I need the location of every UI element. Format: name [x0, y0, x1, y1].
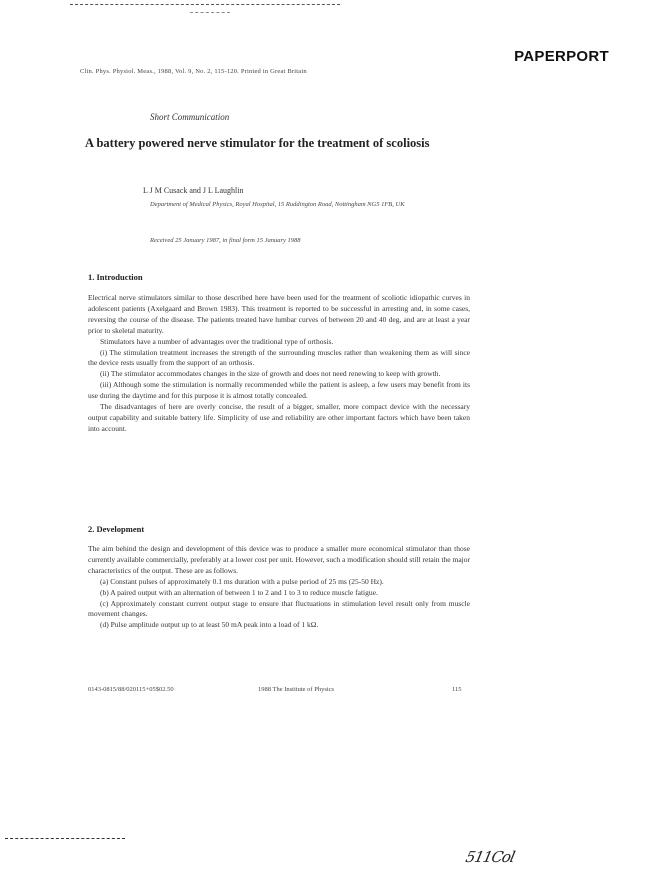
paragraph: Electrical nerve stimulators similar to those described here have been used for the treatment of scoliotic idiopathic curves in adolescent patients (Axelgaard and Brown 1983). This treatment is reported to be successful in arresting and, in some cases, reversing the course of the disease. The patients treated have lumbar curves of between 20 and 40 deg, and are at least a year prior to skeletal maturity.: [88, 293, 470, 335]
scan-artifact-line: [5, 838, 125, 840]
page-number: 115: [452, 686, 462, 693]
paragraph: The disadvantages of here are overly concise, the result of a bigger, smaller, more compact device with the necessary output capability and suitable battery life. Simplicity of use and reliability are other important factors which have been taken into account.: [88, 402, 470, 433]
footer-copyright: 1988 The Institute of Physics: [258, 686, 335, 693]
footer-issn: 0143-0815/88/020115+05$02.50: [88, 686, 174, 693]
section-heading-development: 2. Development: [88, 524, 145, 534]
section-heading-introduction: 1. Introduction: [88, 272, 143, 282]
section-body-introduction: [88, 293, 470, 435]
affiliation: Department of Medical Physics, Royal Hospital, 15 Ruddington Road, Nottingham NG5 1FB, UK: [150, 201, 405, 208]
paragraph: (c) Approximately constant current output stage to ensure that fluctuations in stimulation level result only from muscle movement changes.: [88, 598, 470, 619]
article-title: A battery powered nerve stimulator for the treatment of scoliosis: [85, 136, 430, 150]
received-date: Received 25 January 1987, in final form 15 January 1988: [150, 237, 301, 244]
paperport-stamp: PAPERPORT: [514, 48, 609, 65]
scan-artifact-line: [70, 4, 340, 6]
section-body-development: [88, 544, 470, 631]
article-type: Short Communication: [150, 112, 230, 122]
paragraph: Stimulators have a number of advantages over the traditional type of orthosis.: [100, 336, 334, 346]
paragraph: (iii) Although some the stimulation is normally recommended while the patient is asleep, a few users may benefit from its use during the daytime and for this purpose it is almost totally concealed.: [88, 380, 470, 401]
journal-header: Clin. Phys. Physiol. Meas., 1988, Vol. 9, No. 2, 115-120. Printed in Great Britain: [80, 68, 307, 75]
paragraph: (b) A paired output with an alternation of between 1 to 2 and 1 to 3 to reduce muscle fatigue.: [100, 587, 378, 597]
handwritten-note: 511Col: [464, 848, 516, 866]
paragraph: (i) The stimulation treatment increases the strength of the surrounding muscles rather than weakening them as will since the device rests usually from the support of an orthosis.: [88, 347, 470, 368]
paragraph: (a) Constant pulses of approximately 0.1 ms duration with a pulse period of 25 ms (25-50 Hz).: [100, 576, 384, 586]
paragraph: The aim behind the design and development of this device was to produce a smaller more economical stimulator than those currently available commercially, preferably at a lower cost per unit. However, such a modification should still retain the major characteristics of the output. These are as follows.: [88, 544, 470, 575]
authors: L J M Cusack and J L Laughlin: [143, 186, 244, 195]
paragraph: (ii) The stimulator accommodates changes in the size of growth and does not need renewing to keep with growth.: [100, 369, 441, 379]
paragraph: (d) Pulse amplitude output up to at least 50 mA peak into a load of 1 kΩ.: [100, 620, 319, 630]
scan-artifact-line: [190, 12, 230, 14]
